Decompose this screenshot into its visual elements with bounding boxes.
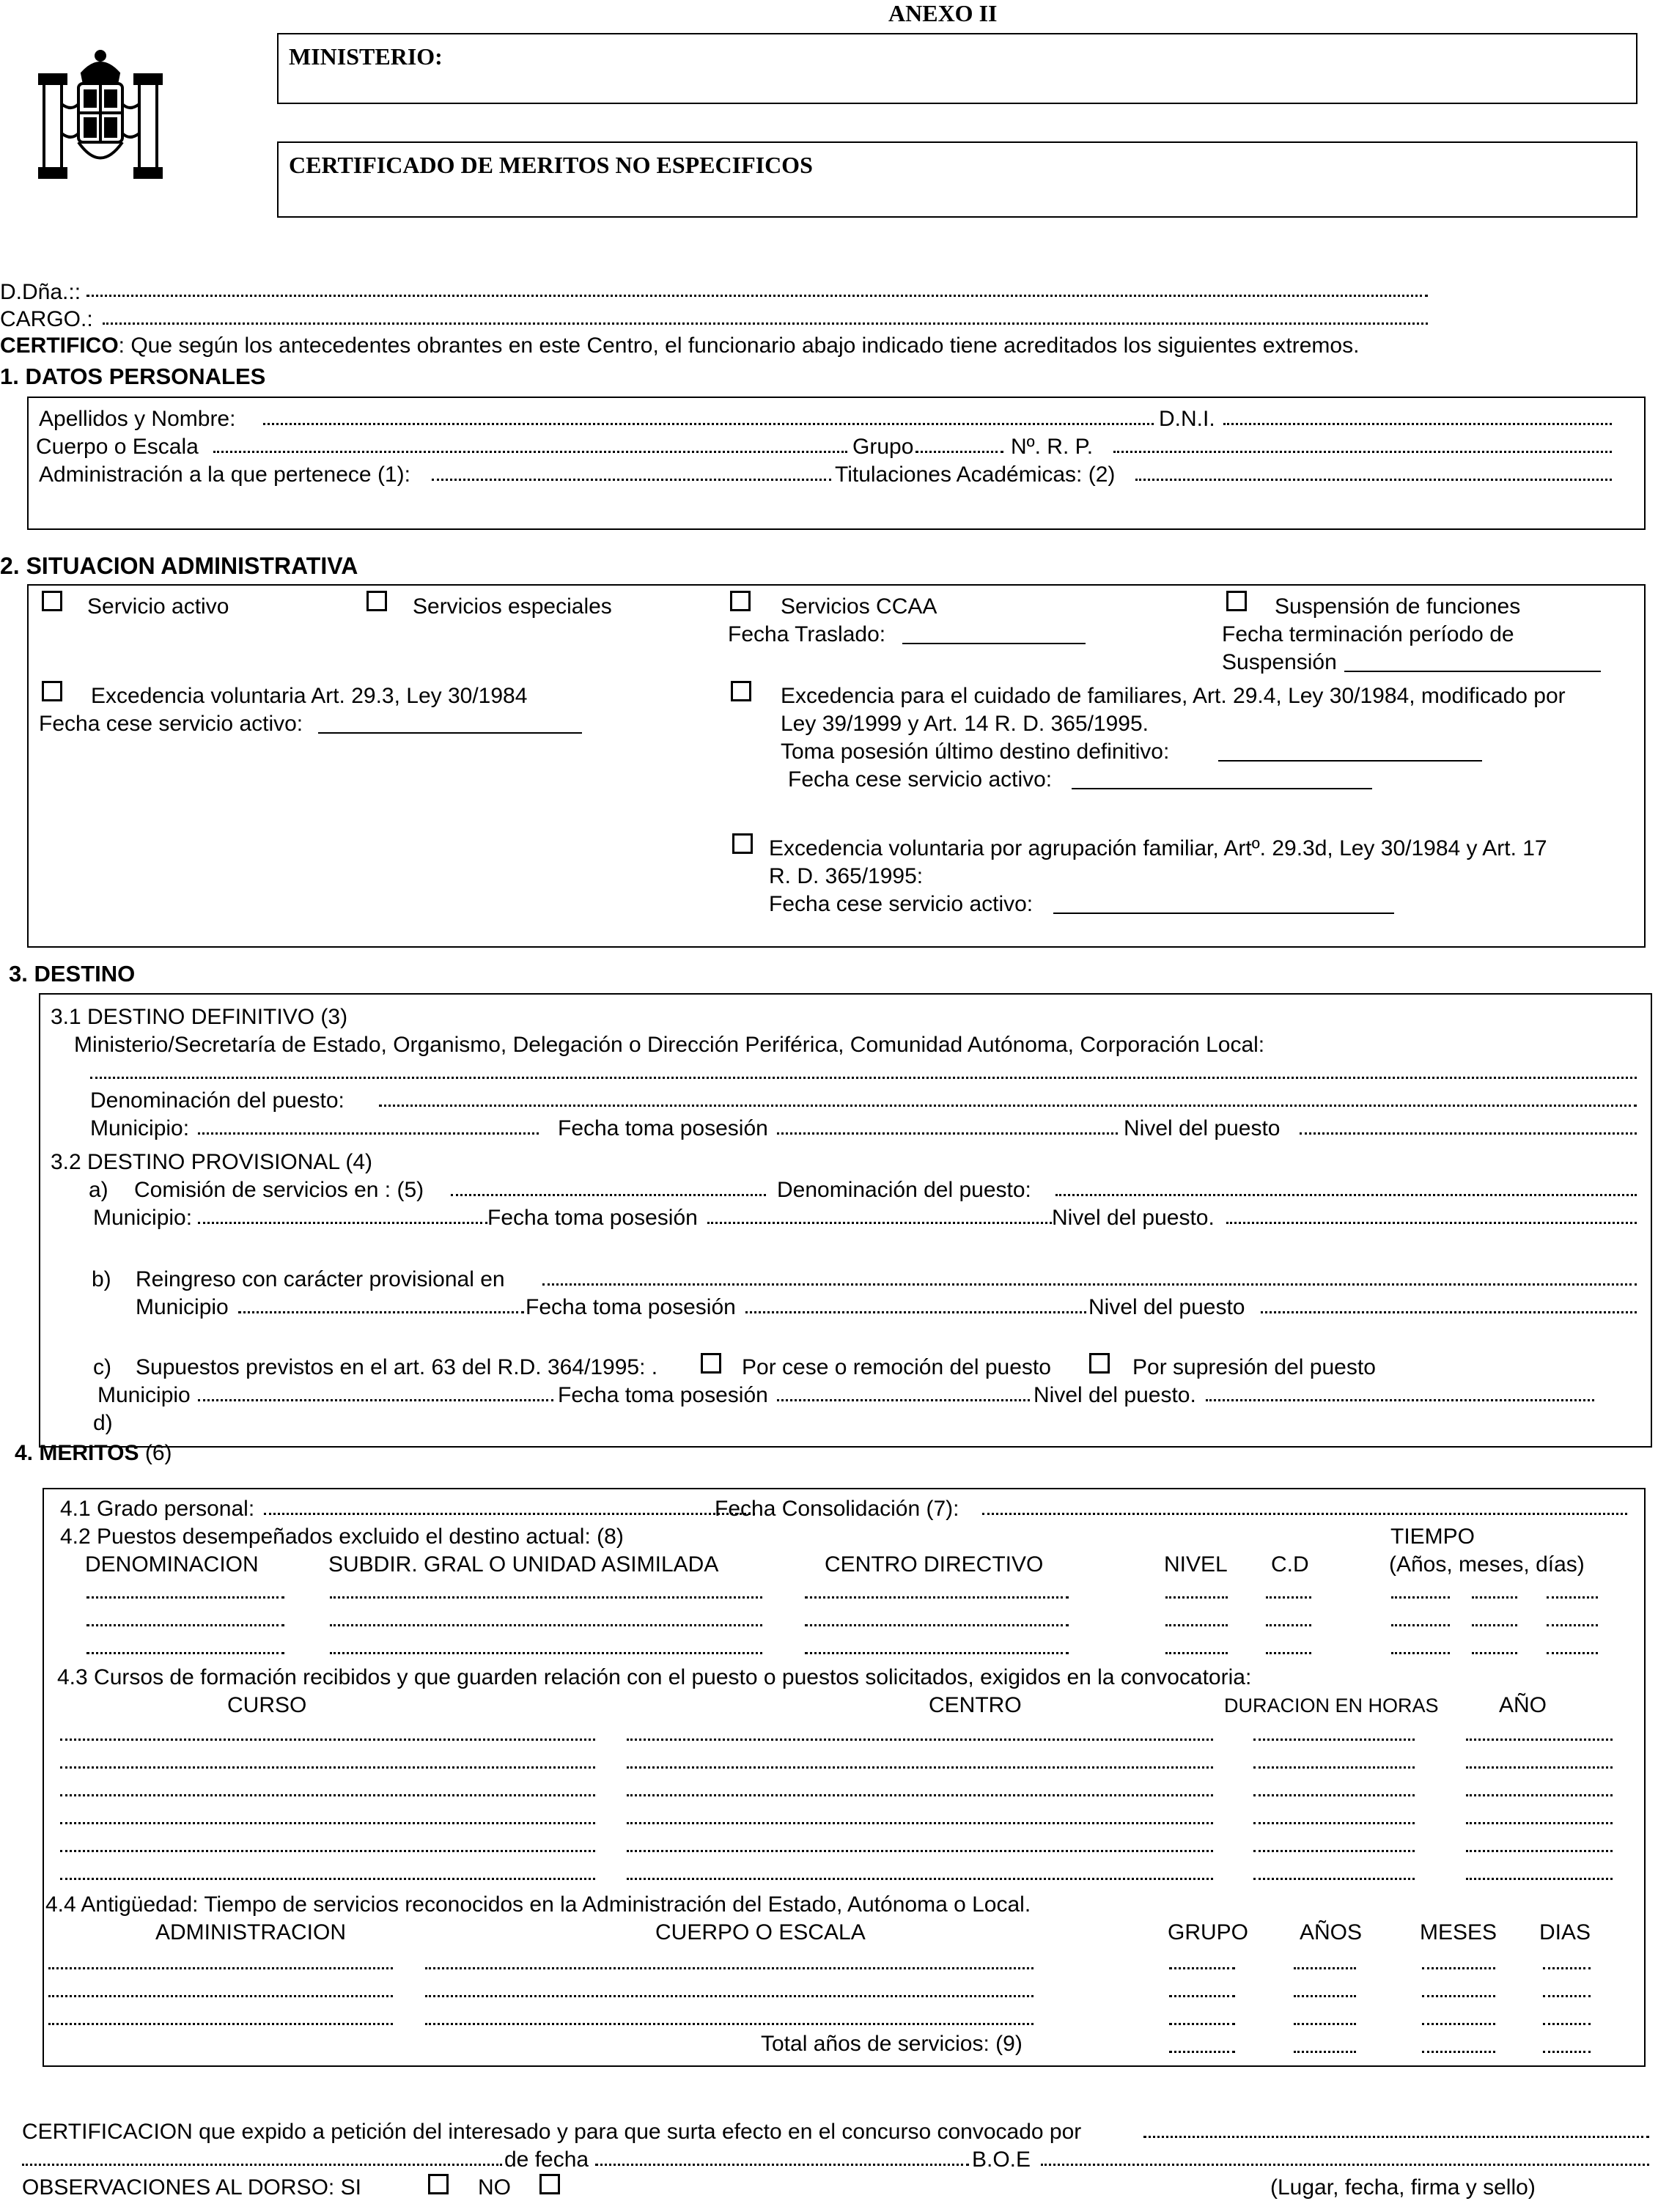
suspension-date-label: Suspensión (1222, 650, 1337, 674)
por-cese-label: Por cese o remoción del puesto (742, 1355, 1051, 1379)
servicios-especiales-checkbox[interactable] (366, 591, 387, 611)
fecha-toma-label: Fecha toma posesión (558, 1116, 768, 1140)
convocatoria-field[interactable] (22, 2164, 502, 2166)
fecha-traslado-field[interactable] (902, 643, 1086, 644)
comision-field[interactable] (451, 1194, 766, 1196)
suspension-date-field[interactable] (1344, 671, 1601, 672)
excedencia-voluntaria-label: Excedencia voluntaria Art. 29.3, Ley 30/1984 (91, 684, 528, 708)
excedencia-cuidado-checkbox[interactable] (731, 681, 751, 701)
col-centro-directivo: CENTRO DIRECTIVO (825, 1552, 1044, 1577)
d-label: d) (93, 1411, 113, 1435)
c-municipio-field[interactable] (198, 1399, 553, 1401)
col-meses: MESES (1420, 1920, 1497, 1944)
supuestos-label: Supuestos previstos en el art. 63 del R.D. 364/1995: . (136, 1355, 658, 1379)
fecha-cese-2-field[interactable] (1072, 788, 1372, 789)
certificado-title: CERTIFICADO DE MERITOS NO ESPECIFICOS (289, 152, 813, 178)
a-municipio-field[interactable] (198, 1222, 487, 1224)
b-nivel-field[interactable] (1261, 1311, 1637, 1313)
destino-title: 3. DESTINO (9, 961, 136, 987)
grupo-field[interactable] (915, 451, 1003, 453)
fecha-consolidacion-field[interactable] (982, 1513, 1627, 1515)
municipio-field[interactable] (198, 1132, 539, 1135)
excedencia-agrupacion-line2: R. D. 365/1995: (769, 864, 924, 888)
fecha-cese-1-label: Fecha cese servicio activo: (39, 712, 303, 736)
ministerio-line-label: Ministerio/Secretaría de Estado, Organismo, Delegación o Dirección Periférica, Comunidad Autónoma, Corporación Local: (74, 1033, 1265, 1057)
c-fecha-label: Fecha toma posesión (558, 1383, 768, 1407)
titulaciones-label: Titulaciones Académicas: (2) (835, 462, 1116, 487)
suspension-checkbox[interactable] (1226, 591, 1247, 611)
excedencia-cuidado-line2: Ley 39/1999 y Art. 14 R. D. 365/1995. (781, 712, 1149, 736)
excedencia-voluntaria-checkbox[interactable] (42, 681, 62, 701)
a-nivel-label: Nivel del puesto. (1052, 1206, 1215, 1230)
col-centro: CENTRO (929, 1693, 1022, 1717)
certificacion-label: CERTIFICACION que expido a petición del interesado y para que surta efecto en el concurso convocado por (22, 2120, 1082, 2144)
meritos-title: 4. MERITOS (6) (15, 1441, 172, 1465)
boe-label: B.O.E (972, 2148, 1031, 2172)
b-nivel-label: Nivel del puesto (1088, 1295, 1245, 1319)
datos-personales-title: 1. DATOS PERSONALES (0, 364, 266, 389)
c-nivel-field[interactable] (1206, 1399, 1594, 1401)
col-dias: DIAS (1539, 1920, 1591, 1944)
antiguedad-title: 4.4 Antigüedad: Tiempo de servicios reconocidos en la Administración del Estado, Autónoma o Local. (45, 1892, 1031, 1917)
fecha-cese-1-field[interactable] (318, 732, 582, 734)
a-denominacion-label: Denominación del puesto: (777, 1178, 1031, 1202)
excedencia-agrupacion-checkbox[interactable] (732, 833, 753, 854)
certificado-box (277, 141, 1637, 218)
lugar-fecha-firma-label: (Lugar, fecha, firma y sello) (1270, 2175, 1536, 2200)
certificacion-field[interactable] (1143, 2136, 1649, 2138)
puestos-title: 4.2 Puestos desempeñados excluido el destino actual: (8) (60, 1525, 624, 1549)
toma-posesion-field[interactable] (1218, 760, 1482, 762)
grado-label: 4.1 Grado personal: (60, 1497, 255, 1521)
cuerpo-field[interactable] (213, 451, 847, 453)
col-anos-meses: (Años, meses, días) (1389, 1552, 1585, 1577)
excedencia-cuidado-line1: Excedencia para el cuidado de familiares, Art. 29.4, Ley 30/1984, modificado por (781, 684, 1566, 708)
por-supresion-checkbox[interactable] (1089, 1353, 1110, 1374)
meritos-box (43, 1488, 1646, 2067)
c-label: c) (93, 1355, 111, 1379)
situacion-box (27, 584, 1646, 948)
por-cese-checkbox[interactable] (701, 1353, 721, 1374)
fecha-traslado-label: Fecha Traslado: (728, 622, 886, 646)
nivel-label: Nivel del puesto (1124, 1116, 1281, 1140)
b-label: b) (92, 1267, 111, 1291)
comision-label: Comisión de servicios en : (5) (134, 1178, 424, 1202)
a-municipio-label: Municipio: (93, 1206, 193, 1230)
dni-field[interactable] (1223, 423, 1612, 425)
administracion-label: Administración a la que pertenece (1): (39, 462, 410, 487)
destino-box (39, 993, 1652, 1448)
col-cuerpo: CUERPO O ESCALA (655, 1920, 866, 1944)
col-nivel: NIVEL (1164, 1552, 1228, 1577)
a-fecha-label: Fecha toma posesión (487, 1206, 698, 1230)
ministerio-label: MINISTERIO: (289, 43, 443, 70)
denominacion-label: Denominación del puesto: (90, 1088, 345, 1113)
col-subdir: SUBDIR. GRAL O UNIDAD ASIMILADA (328, 1552, 719, 1577)
denominacion-field[interactable] (379, 1105, 1637, 1107)
cargo-field[interactable] (103, 322, 1428, 325)
nrp-label: Nº. R. P. (1011, 435, 1094, 459)
municipio-label: Municipio: (90, 1116, 190, 1140)
de-fecha-label: de fecha (504, 2148, 589, 2172)
b-fecha-field[interactable] (745, 1311, 1086, 1313)
observaciones-no-checkbox[interactable] (539, 2174, 560, 2194)
a-denominacion-field[interactable] (1055, 1194, 1637, 1196)
excedencia-agrupacion-line1: Excedencia voluntaria por agrupación familiar, Artº. 29.3d, Ley 30/1984 y Art. 17 (769, 836, 1547, 860)
col-denominacion: DENOMINACION (85, 1552, 259, 1577)
observaciones-label: OBSERVACIONES AL DORSO: SI (22, 2175, 361, 2200)
a-label: a) (89, 1178, 108, 1202)
col-grupo: GRUPO (1168, 1920, 1249, 1944)
apellidos-field[interactable] (263, 423, 1154, 425)
ddna-label: D.Dña.:: (0, 280, 81, 304)
fecha-cese-3-field[interactable] (1053, 913, 1394, 914)
titulaciones-field[interactable] (1135, 479, 1612, 481)
toma-posesion-label: Toma posesión último destino definitivo: (781, 740, 1170, 764)
administracion-field[interactable] (432, 479, 831, 481)
certifico-statement: CERTIFICO: Que según los antecedentes obrantes en este Centro, el funcionario abajo indicado tiene acreditados los siguientes extremos. (0, 333, 1360, 358)
servicio-activo-label: Servicio activo (87, 594, 229, 619)
col-administracion: ADMINISTRACION (155, 1920, 347, 1944)
reingreso-field[interactable] (542, 1283, 1637, 1286)
b-municipio-label: Municipio (136, 1295, 229, 1319)
a-nivel-field[interactable] (1226, 1222, 1637, 1224)
nrp-field[interactable] (1113, 451, 1612, 453)
c-fecha-field[interactable] (777, 1399, 1030, 1401)
ddna-field[interactable] (86, 295, 1428, 297)
col-curso: CURSO (227, 1693, 307, 1717)
ministerio-line-field[interactable] (90, 1077, 1637, 1079)
total-label: Total años de servicios: (9) (761, 2032, 1023, 2056)
fecha-cese-3-label: Fecha cese servicio activo: (769, 892, 1034, 916)
provisional-title: 3.2 DESTINO PROVISIONAL (4) (51, 1150, 372, 1174)
b-municipio-field[interactable] (238, 1311, 524, 1313)
a-fecha-field[interactable] (707, 1222, 1052, 1224)
servicios-especiales-label: Servicios especiales (413, 594, 612, 619)
tiempo-header: TIEMPO (1390, 1525, 1475, 1549)
col-duracion: DURACION EN HORAS (1224, 1695, 1439, 1717)
grupo-label: Grupo (852, 435, 914, 459)
grado-field[interactable] (264, 1513, 755, 1515)
ministerio-box[interactable] (277, 33, 1637, 104)
col-ano: AÑO (1499, 1693, 1547, 1717)
cursos-title: 4.3 Cursos de formación recibidos y que guarden relación con el puesto o puestos solicitados, exigidos en la convocatoria: (57, 1665, 1252, 1689)
servicios-ccaa-label: Servicios CCAA (781, 594, 937, 619)
dni-label: D.N.I. (1159, 407, 1215, 431)
apellidos-label: Apellidos y Nombre: (39, 407, 236, 431)
servicios-ccaa-checkbox[interactable] (730, 591, 751, 611)
c-municipio-label: Municipio (97, 1383, 191, 1407)
fecha-cese-2-label: Fecha cese servicio activo: (788, 767, 1053, 792)
nivel-field[interactable] (1300, 1132, 1637, 1135)
observaciones-no-label: NO (478, 2175, 511, 2200)
b-fecha-label: Fecha toma posesión (526, 1295, 736, 1319)
cuerpo-label: Cuerpo o Escala (36, 435, 199, 459)
c-nivel-label: Nivel del puesto. (1034, 1383, 1196, 1407)
situacion-title: 2. SITUACION ADMINISTRATIVA (0, 553, 358, 579)
cargo-label: CARGO.: (0, 307, 93, 331)
boe-field[interactable] (1041, 2164, 1649, 2166)
anexo-title: ANEXO II (888, 0, 998, 26)
datos-personales-box (27, 397, 1646, 530)
observaciones-si-checkbox[interactable] (428, 2174, 449, 2194)
fecha-terminacion-label: Fecha terminación período de (1222, 622, 1514, 646)
reingreso-label: Reingreso con carácter provisional en (136, 1267, 505, 1291)
fecha-consolidacion-label: Fecha Consolidación (7): (715, 1497, 959, 1521)
definitivo-title: 3.1 DESTINO DEFINITIVO (3) (51, 1005, 348, 1029)
por-supresion-label: Por supresión del puesto (1132, 1355, 1376, 1379)
col-anos: AÑOS (1300, 1920, 1363, 1944)
de-fecha-field[interactable] (595, 2164, 969, 2166)
fecha-toma-field[interactable] (777, 1132, 1118, 1135)
col-cd: C.D (1271, 1552, 1309, 1577)
suspension-label: Suspensión de funciones (1275, 594, 1521, 619)
servicio-activo-checkbox[interactable] (42, 591, 62, 611)
coat-of-arms-emblem (38, 45, 163, 185)
